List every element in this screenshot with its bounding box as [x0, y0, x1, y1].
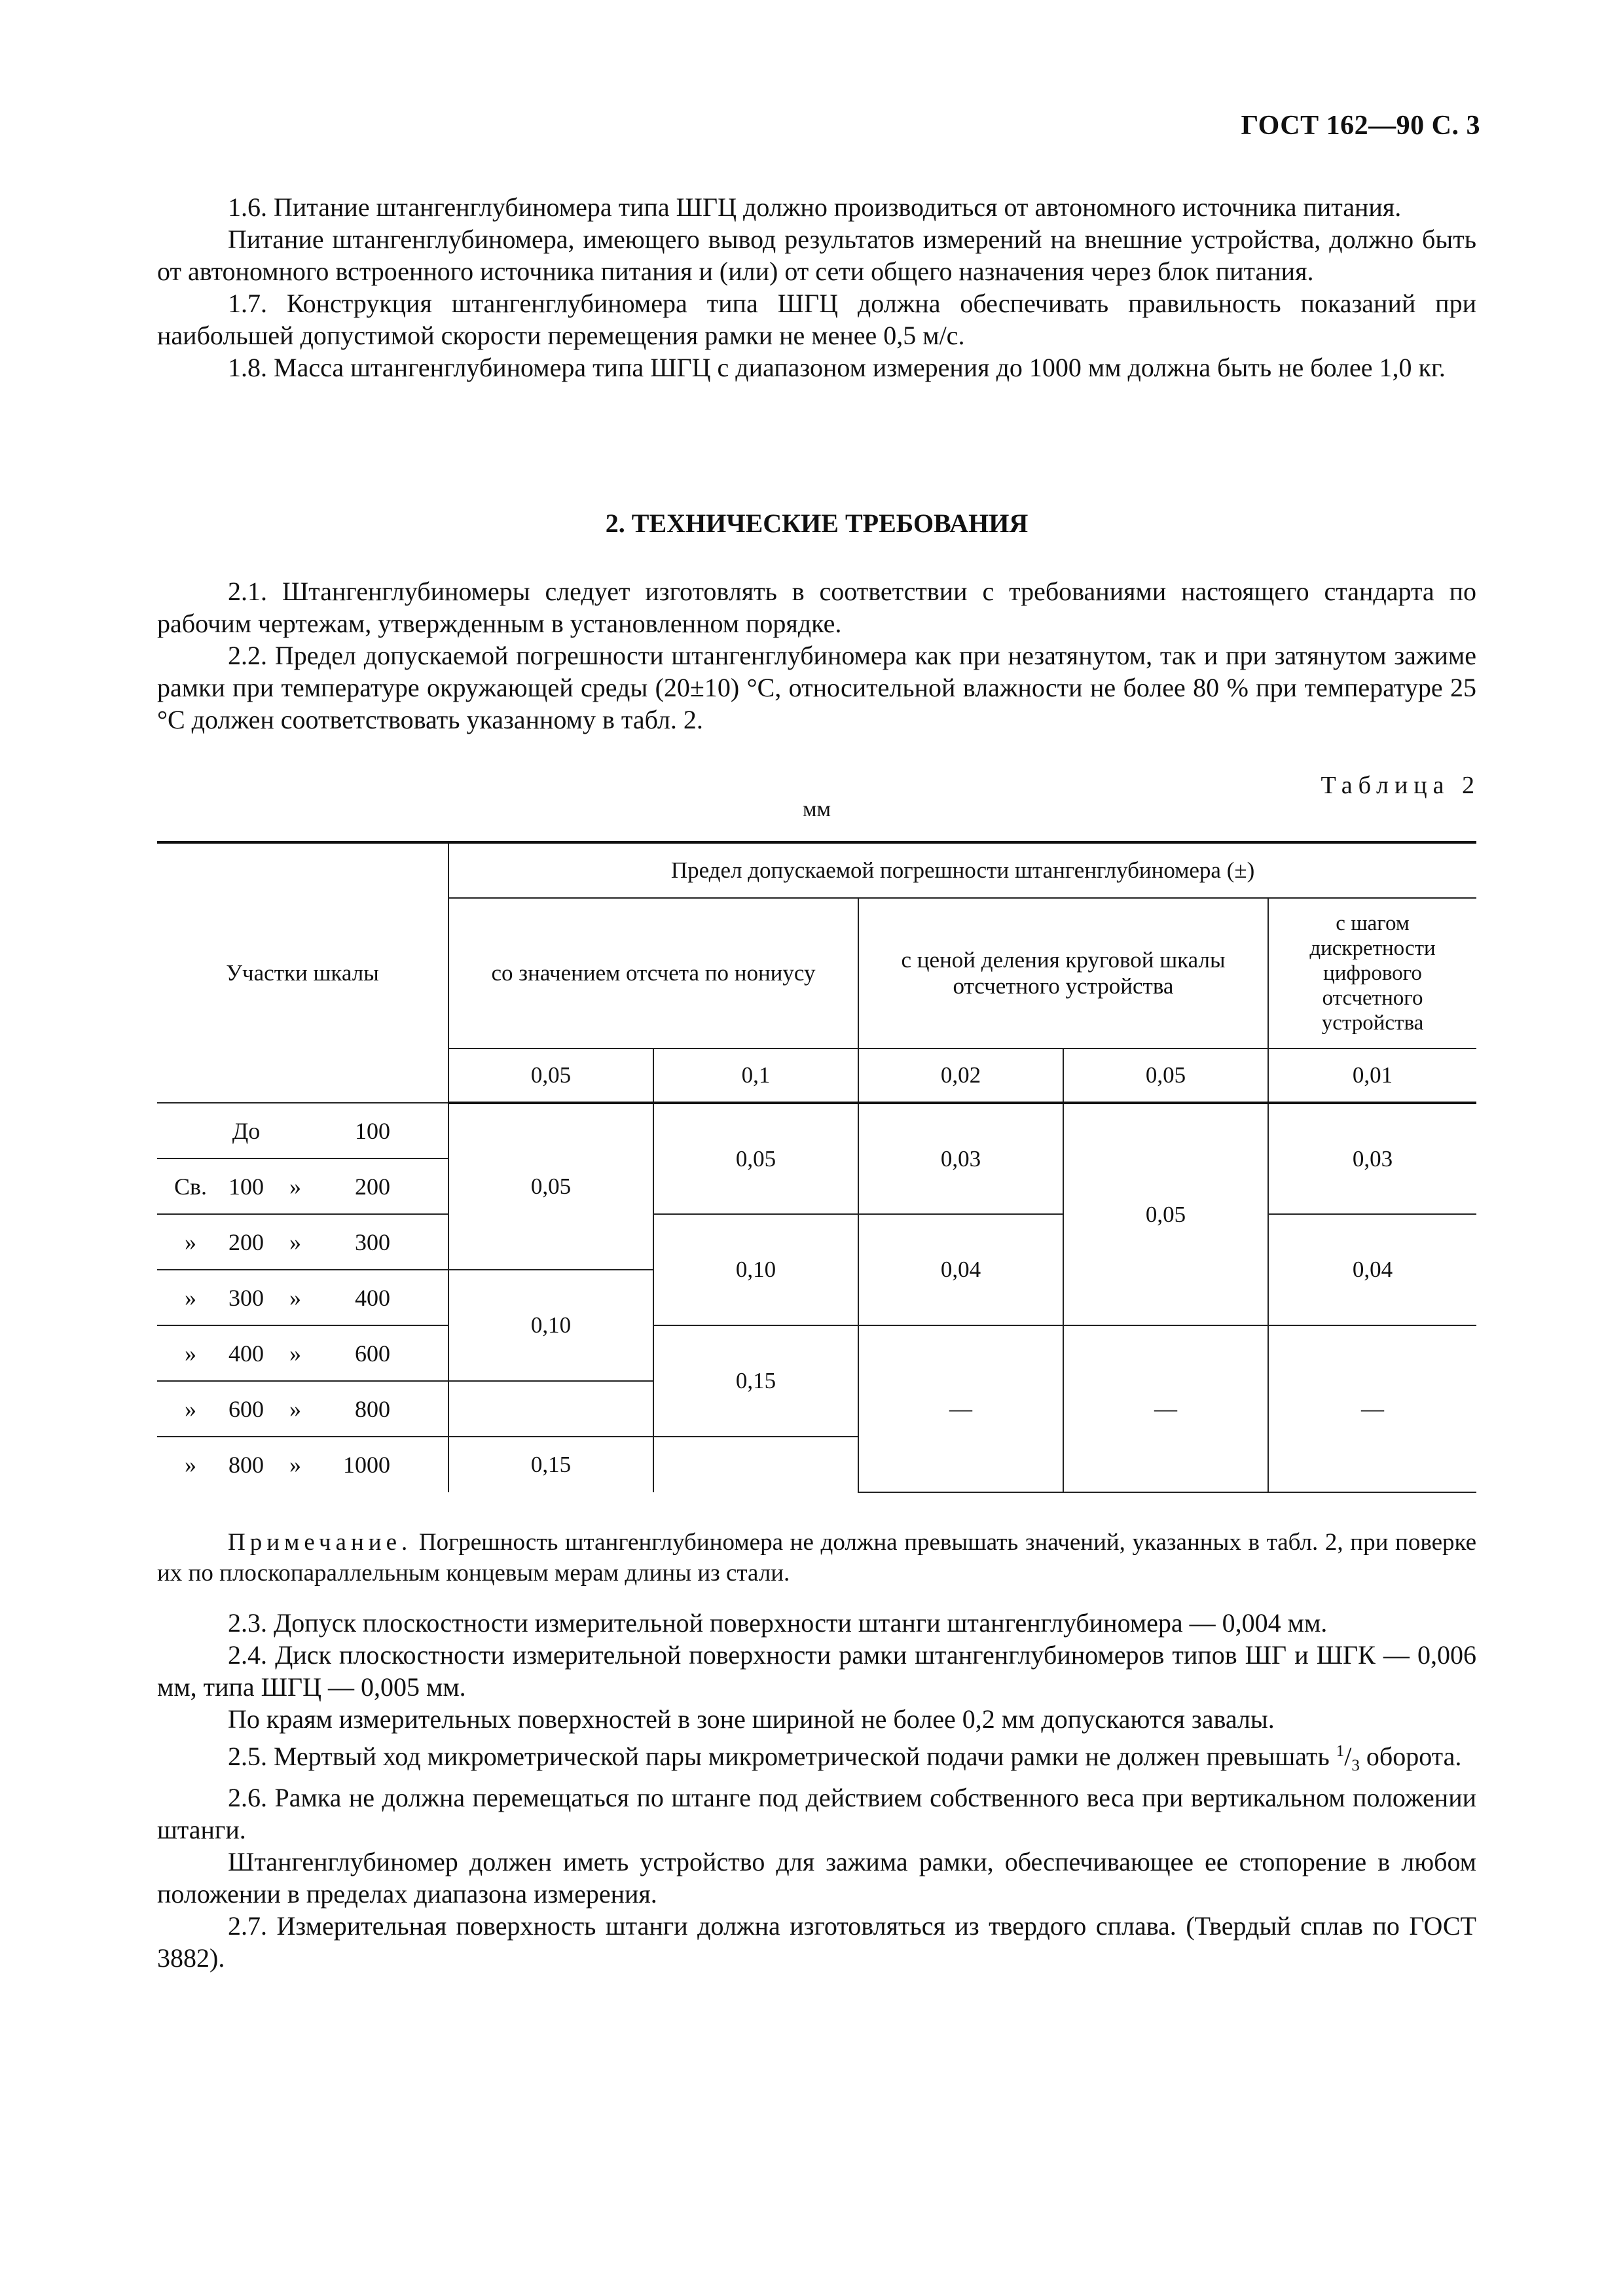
note-paragraph: [157, 1527, 1476, 1588]
cell-dial-002-a: 0,03: [858, 1103, 1063, 1214]
range-row-3: » 200 » 300: [157, 1214, 448, 1270]
header-dial: с ценой деления круговой шкалы отсчетного устройства: [858, 898, 1268, 1049]
table-note: [157, 1527, 1476, 1588]
cell-vernier-005-b: 0,10: [448, 1270, 653, 1381]
note-label: Примечание.: [228, 1529, 412, 1556]
cell-vernier-01-a: 0,05: [653, 1103, 858, 1214]
range-row-6: » 600 » 800: [157, 1381, 448, 1437]
sub-vernier-005: 0,05: [448, 1049, 653, 1103]
range-row-2: Св. 100 » 200: [157, 1158, 448, 1214]
section-1-paragraphs: [157, 191, 1476, 384]
table-units: мм: [802, 797, 831, 821]
paragraph-2-3: 2.3. Допуск плоскостности измерительной поверхности штанги штангенглубиномера — 0,004 мм.: [228, 1608, 1328, 1638]
paragraph-2-6-clamp: Штангенглубиномер должен иметь устройство для зажима рамки, обеспечивающее ее стопорение в любом положении в пределах диапазона измерения.: [157, 1847, 1476, 1909]
section-2-continued: [157, 1607, 1476, 1974]
document-reference: ГОСТ 162—90 С. 3: [1241, 111, 1480, 141]
paragraph-2-4-edges: По краям измерительных поверхностей в зоне шириной не более 0,2 мм допускаются завалы.: [228, 1704, 1275, 1734]
paragraph-2-4: 2.4. Диск плоскостности измерительной поверхности рамки штангенглубиномеров типов ШГ и ШГК — 0,006 мм, типа ШГЦ — 0,005 мм.: [157, 1640, 1476, 1702]
cell-dial-002-b: 0,04: [858, 1214, 1063, 1325]
sub-digital-001: 0,01: [1268, 1049, 1476, 1103]
header-digital: с шагом дискретности цифрового отсчетного устройства: [1268, 898, 1476, 1049]
cell-dial-005-a: 0,05: [1063, 1103, 1268, 1325]
paragraph-1-7: 1.7. Конструкция штангенглубиномера типа ШГЦ должна обеспечивать правильность показаний при наибольшей допустимой скорости перемещения рамки не менее 0,5 м/с.: [157, 289, 1476, 350]
cell-vernier-01-c: 0,15: [653, 1325, 858, 1437]
paragraph-1-6: 1.6. Питание штангенглубиномера типа ШГЦ должно производиться от автономного источника питания.: [228, 192, 1402, 222]
paragraph-2-5: 2.5. Мертвый ход микрометрической пары микрометрической подачи рамки не должен превышать $^1/_3$ оборота.: [228, 1742, 1462, 1774]
tolerance-table: [157, 841, 1476, 1493]
paragraph-2-1: 2.1. Штангенглубиномеры следует изготовлять в соответствии с требованиями настоящего стандарта по рабочим чертежам, утвержденным в установленном порядке.: [157, 577, 1476, 638]
header-vernier: со значением отсчета по нониусу: [448, 898, 858, 1049]
paragraph-2-6: 2.6. Рамка не должна перемещаться по штанге под действием собственного веса при вертикальном положении штанги.: [157, 1783, 1476, 1844]
header-scale-sections: Участки шкалы: [157, 842, 448, 1103]
cell-digital-001-b: 0,04: [1268, 1214, 1476, 1325]
sub-dial-002: 0,02: [858, 1049, 1063, 1103]
fraction-numerator: 1: [1336, 1742, 1345, 1760]
section-2-intro: [157, 575, 1476, 736]
sub-dial-005: 0,05: [1063, 1049, 1268, 1103]
range-row-4: » 300 » 400: [157, 1270, 448, 1325]
range-row-5: » 400 » 600: [157, 1325, 448, 1381]
cell-dial-002-c: —: [858, 1325, 1063, 1492]
paragraph-2-7: 2.7. Измерительная поверхность штанги должна изготовляться из твердого сплава. (Твердый сплав по ГОСТ 3882).: [157, 1911, 1476, 1973]
table-caption: Таблица 2: [1321, 772, 1480, 799]
cell-vernier-005-a: 0,05: [448, 1103, 653, 1270]
paragraph-1-6-power: Питание штангенглубиномера, имеющего вывод результатов измерений на внешние устройства, должно быть от автономного встроенного источника питания и (или) от сети общего назначения через блок питания.: [157, 224, 1476, 286]
header-error-limit: Предел допускаемой погрешности штангенглубиномера (±): [448, 842, 1476, 898]
cell-digital-001-a: 0,03: [1268, 1103, 1476, 1214]
cell-vernier-01-b: 0,10: [653, 1214, 858, 1325]
sub-vernier-01: 0,1: [653, 1049, 858, 1103]
section-title: 2. ТЕХНИЧЕСКИЕ ТРЕБОВАНИЯ: [605, 509, 1029, 538]
paragraph-2-2: 2.2. Предел допускаемой погрешности штангенглубиномера как при незатянутом, так и при затянутом зажиме рамки при температуре окружающей среды (20±10) °С, относительной влажности не более 80 % при температуре 25 °С должен соответствовать указанному в табл. 2.: [157, 641, 1476, 734]
cell-digital-001-c: —: [1268, 1325, 1476, 1492]
fraction-denominator: 3: [1351, 1757, 1360, 1774]
cell-dial-005-b: —: [1063, 1325, 1268, 1492]
range-row-7: » 800 » 1000: [157, 1437, 448, 1492]
paragraph-1-8: 1.8. Масса штангенглубиномера типа ШГЦ с диапазоном измерения до 1000 мм должна быть не более 1,0 кг.: [228, 353, 1446, 382]
cell-vernier-005-c: 0,15: [448, 1437, 653, 1492]
note-text: Погрешность штангенглубиномера не должна превышать значений, указанных в табл. 2, при поверке их по плоскопараллельным концевым мерам длины из стали.: [157, 1529, 1476, 1587]
range-row-1: До 100: [157, 1103, 448, 1158]
